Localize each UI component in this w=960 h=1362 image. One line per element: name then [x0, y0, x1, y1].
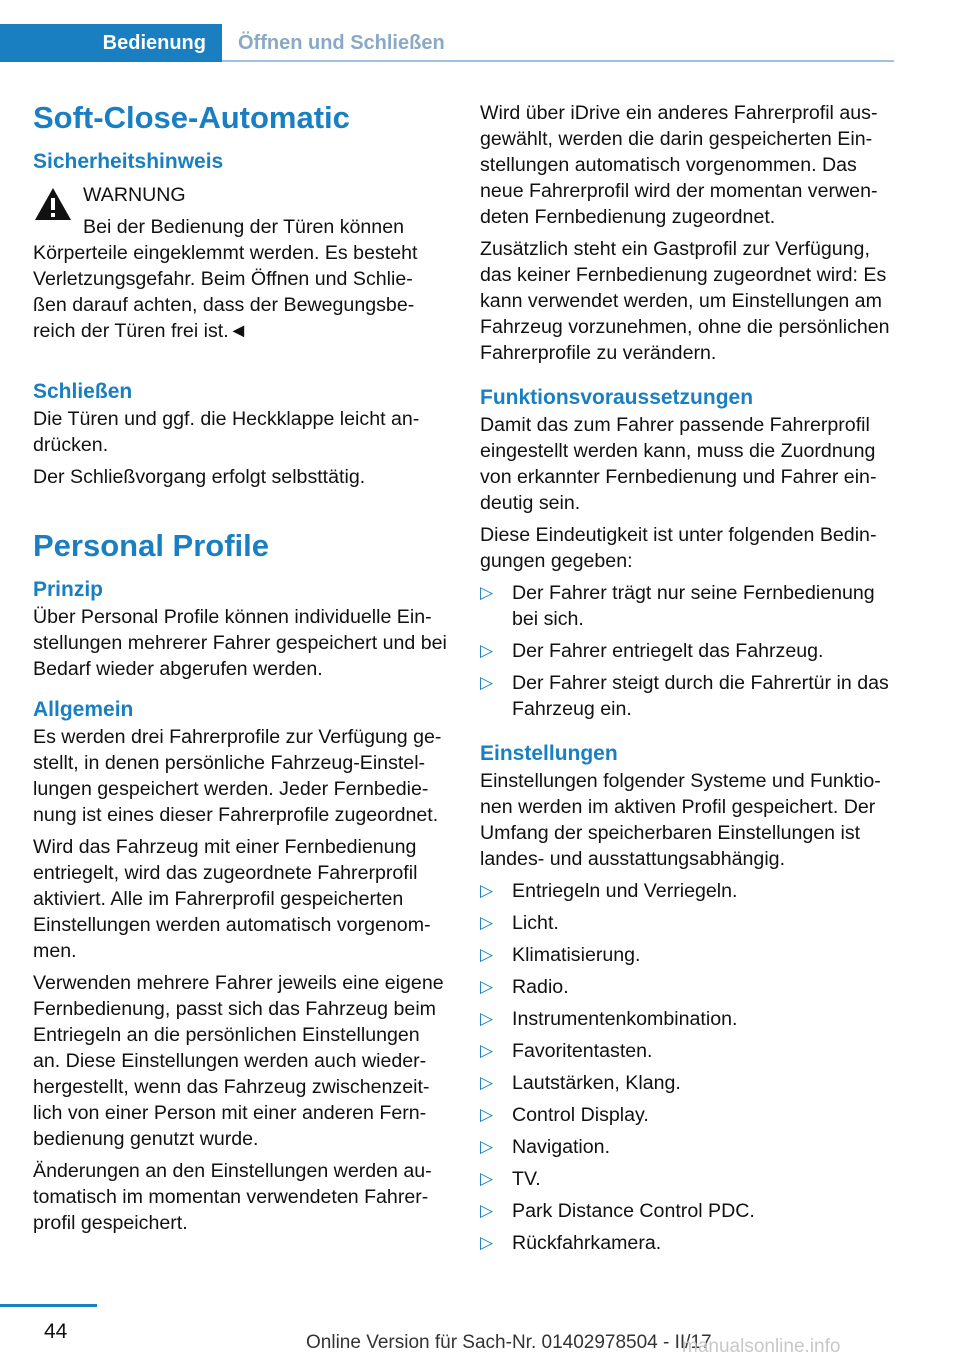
paragraph-allgemein-3: Verwenden mehrere Fahrer jeweils eine eigene Fernbedienung, passt sich das Fahrzeug beim Entriegeln an die persönlichen Einstellungen an. Diese Einstellungen werden auch wieder‐ hergestellt, wenn das Fahrzeug zwischenzeit‐ lich von einer Person mit einer anderen Fern‐ bedienung genutzt wurde.	[33, 972, 444, 1150]
paragraph-schliessen-2: Der Schließvorgang erfolgt selbsttätig.	[33, 466, 366, 488]
list-item: ▷ Licht.	[480, 912, 559, 934]
list-item: ▷ Der Fahrer entriegelt das Fahrzeug.	[480, 640, 824, 662]
settings-list	[480, 878, 896, 1256]
paragraph-schliessen-1: Die Türen und ggf. die Heckklappe leicht an‐ drücken.	[33, 408, 420, 456]
left-column	[33, 98, 449, 1242]
paragraph-funktion-2: Diese Eindeutigkeit ist unter folgenden Bedin‐ gungen gegeben:	[480, 524, 877, 572]
header-tab-oeffnen-schliessen: Öffnen und Schließen	[238, 31, 445, 54]
paragraph-idrive: Wird über iDrive ein anderes Fahrerprofil aus‐ gewählt, werden die darin gespeicherten Ein‐ stellungen automatisch vorgenommen. Das neue Fahrerprofil wird der momentan verwen‐ deten Fernbedienung zugeordnet.	[480, 102, 878, 228]
list-item: ▷ Rückfahrkamera.	[480, 1232, 662, 1254]
heading-einstellungen: Einstellungen	[480, 742, 618, 765]
triangle-bullet-icon: ▷	[480, 881, 494, 900]
triangle-bullet-icon: ▷	[480, 1201, 494, 1220]
triangle-bullet-icon: ▷	[480, 673, 494, 692]
heading-funktionsvoraussetzungen: Funktionsvoraussetzungen	[480, 386, 754, 409]
header-tab-bedienung: Bedienung	[0, 24, 222, 62]
triangle-bullet-icon: ▷	[480, 1009, 494, 1028]
list-item: ▷ TV.	[480, 1168, 541, 1190]
list-item: ▷ Der Fahrer trägt nur seine Fernbedienung bei sich.	[480, 582, 875, 630]
list-item: ▷ Radio.	[480, 976, 569, 998]
triangle-bullet-icon: ▷	[480, 913, 494, 932]
paragraph-prinzip: Über Personal Profile können individuelle Ein‐ stellungen mehrerer Fahrer gespeichert und bei Bedarf wieder abgerufen werden.	[33, 606, 447, 680]
list-item: ▷ Lautstärken, Klang.	[480, 1072, 681, 1094]
warning-text: Bei der Bedienung der Türen können Körperteile eingeklemmt werden. Es besteht Verletzungsgefahr. Beim Öffnen und Schlie‐ ßen darauf achten, dass der Bewegungsbe‐ reich der Türen frei ist.◄	[33, 216, 418, 342]
heading-allgemein: Allgemein	[33, 698, 134, 721]
list-item: ▷ Navigation.	[480, 1136, 611, 1158]
triangle-bullet-icon: ▷	[480, 1041, 494, 1060]
triangle-bullet-icon: ▷	[480, 1137, 494, 1156]
paragraph-allgemein-4: Änderungen an den Einstellungen werden au‐ tomatisch im momentan verwendeten Fahrer‐ profil gespeichert.	[33, 1160, 432, 1234]
triangle-bullet-icon: ▷	[480, 945, 494, 964]
paragraph-allgemein-1: Es werden drei Fahrerprofile zur Verfügung ge‐ stellt, in denen persönliche Fahrzeug-Einstel‐ lungen gespeichert werden. Jeder Fernbedie‐ nung ist eines dieser Fahrerprofile zugeordnet.	[33, 726, 442, 826]
triangle-bullet-icon: ▷	[480, 1105, 494, 1124]
triangle-bullet-icon: ▷	[480, 1169, 494, 1188]
header-divider	[222, 60, 894, 62]
footer-online-version: Online Version für Sach-Nr. 01402978504 - II/17	[306, 1332, 712, 1353]
heading-personal-profile: Personal Profile	[33, 528, 270, 563]
page-header	[0, 0, 960, 64]
list-item: ▷ Instrumentenkombination.	[480, 1008, 738, 1030]
paragraph-funktion-1: Damit das zum Fahrer passende Fahrerprofil eingestellt werden kann, muss die Zuordnung von erkannter Fernbedienung und Fahrer ein‐ deutig sein.	[480, 414, 877, 514]
list-item: ▷ Der Fahrer steigt durch die Fahrertür in das Fahrzeug ein.	[480, 672, 889, 720]
heading-soft-close: Soft-Close-Automatic	[33, 100, 350, 135]
page-number: 44	[44, 1320, 68, 1343]
warning-block	[33, 182, 449, 344]
warning-heading: WARNUNG	[83, 184, 186, 206]
footer-divider	[0, 1304, 97, 1307]
list-item: ▷ Klimatisierung.	[480, 944, 641, 966]
watermark: manualsonline.info	[682, 1336, 841, 1357]
triangle-bullet-icon: ▷	[480, 1073, 494, 1092]
list-item: ▷ Entriegeln und Verriegeln.	[480, 880, 738, 902]
triangle-bullet-icon: ▷	[480, 1233, 494, 1252]
heading-schliessen: Schließen	[33, 380, 133, 403]
triangle-bullet-icon: ▷	[480, 583, 494, 602]
warning-triangle-icon	[33, 186, 73, 222]
paragraph-einstellungen: Einstellungen folgender Systeme und Funktio‐ nen werden im aktiven Profil gespeichert. Der Umfang der speicherbaren Einstellungen ist landes- und ausstattungsabhängig.	[480, 770, 881, 870]
triangle-bullet-icon: ▷	[480, 977, 494, 996]
heading-sicherheitshinweis: Sicherheitshinweis	[33, 150, 224, 173]
paragraph-gastprofil: Zusätzlich steht ein Gastprofil zur Verfügung, das keiner Fernbedienung zugeordnet wird: Es kann verwendet werden, um Einstellungen am Fahrzeug vorzunehmen, ohne die persönlichen Fahrerprofile zu verändern.	[480, 238, 890, 364]
list-item: ▷ Park Distance Control PDC.	[480, 1200, 755, 1222]
right-column	[480, 100, 896, 1262]
paragraph-allgemein-2: Wird das Fahrzeug mit einer Fernbedienung entriegelt, wird das zugeordnete Fahrerprofil aktiviert. Alle im Fahrerprofil gespeicherten Einstellungen werden automatisch vorgenom‐ men.	[33, 836, 431, 962]
conditions-list	[480, 580, 896, 722]
list-item: ▷ Control Display.	[480, 1104, 649, 1126]
triangle-bullet-icon: ▷	[480, 641, 494, 660]
heading-prinzip: Prinzip	[33, 578, 104, 601]
list-item: ▷ Favoritentasten.	[480, 1040, 653, 1062]
